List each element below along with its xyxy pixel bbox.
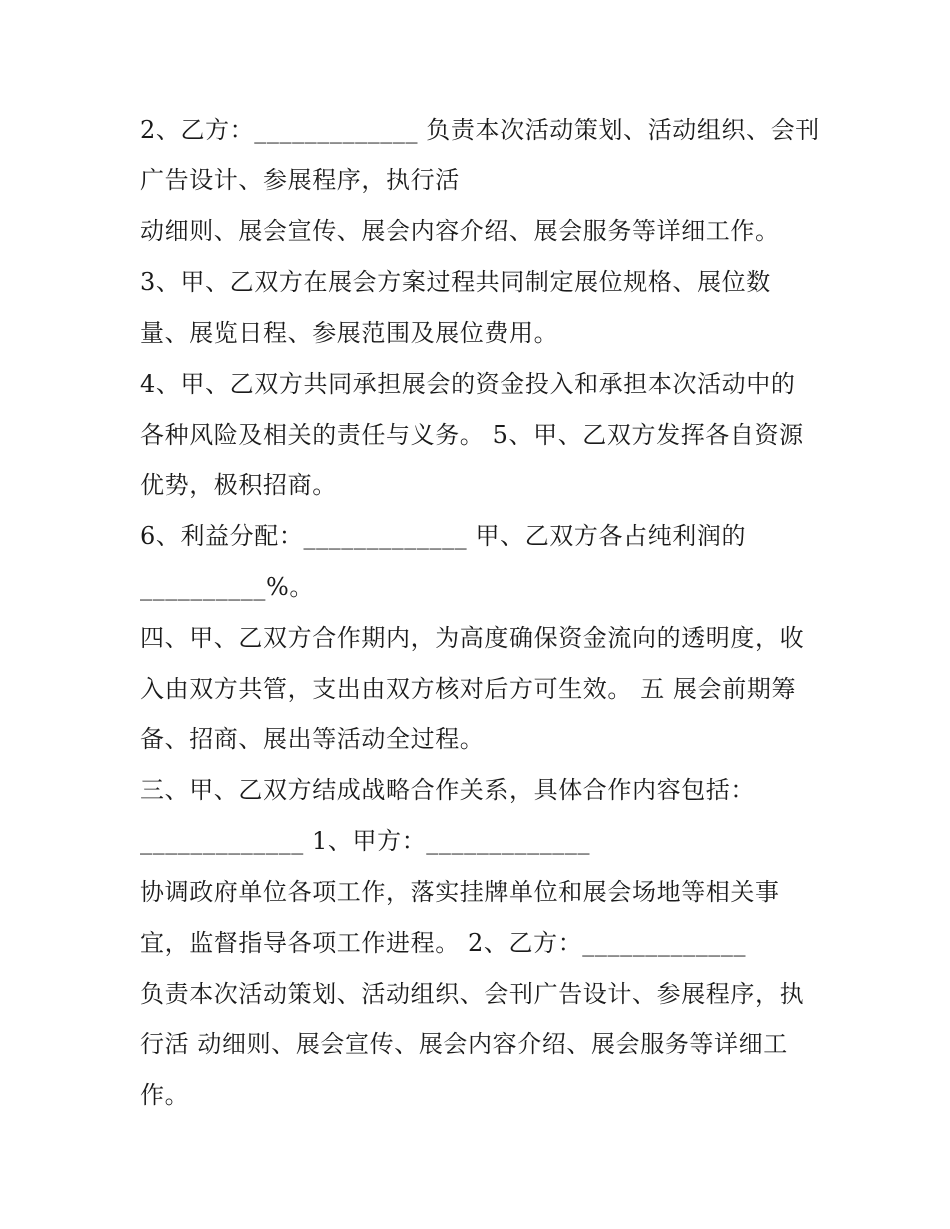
text-line-20: 作。 — [140, 1081, 190, 1109]
text-line-18: 负责本次活动策划、活动组织、会刊广告设计、参展程序，执 — [140, 980, 805, 1008]
text-line-19: 行活 动细则、展会宣传、展会内容介绍、展会服务等详细工 — [140, 1030, 788, 1058]
text-line-8: 优势，极积招商。 — [140, 471, 337, 499]
text-line-17: 宜，监督指导各项工作进程。 2、乙方：_____________ — [140, 929, 747, 957]
text-line-12: 入由双方共管，支出由双方核对后方可生效。 五 展会前期筹 — [140, 675, 797, 703]
text-line-5: 量、展览日程、参展范围及展位费用。 — [140, 319, 559, 347]
text-line-4: 3、甲、乙双方在展会方案过程共同制定展位规格、展位数 — [140, 268, 771, 296]
text-line-6: 4、甲、乙双方共同承担展会的资金投入和承担本次活动中的 — [140, 370, 796, 398]
text-line-13: 备、招商、展出等活动全过程。 — [140, 725, 485, 753]
text-line-10: __________%。 — [140, 573, 315, 601]
text-line-1: 2、乙方：_____________ 负责本次活动策划、活动组织、会刊 — [140, 116, 820, 144]
text-line-9: 6、利益分配：_____________ 甲、乙双方各占纯利润的 — [140, 522, 747, 550]
text-line-16: 协调政府单位各项工作，落实挂牌单位和展会场地等相关事 — [140, 878, 780, 906]
text-line-3: 动细则、展会宣传、展会内容介绍、展会服务等详细工作。 — [140, 217, 780, 245]
text-line-11: 四、甲、乙双方合作期内，为高度确保资金流向的透明度，收 — [140, 624, 805, 652]
text-line-2: 广告设计、参展程序，执行活 — [140, 166, 460, 194]
text-line-15: _____________ 1、甲方：_____________ — [140, 827, 591, 855]
text-line-14: 三、甲、乙双方结成战略合作关系，具体合作内容包括： — [140, 776, 755, 804]
text-line-7: 各种风险及相关的责任与义务。 5、甲、乙双方发挥各自资源 — [140, 421, 804, 449]
